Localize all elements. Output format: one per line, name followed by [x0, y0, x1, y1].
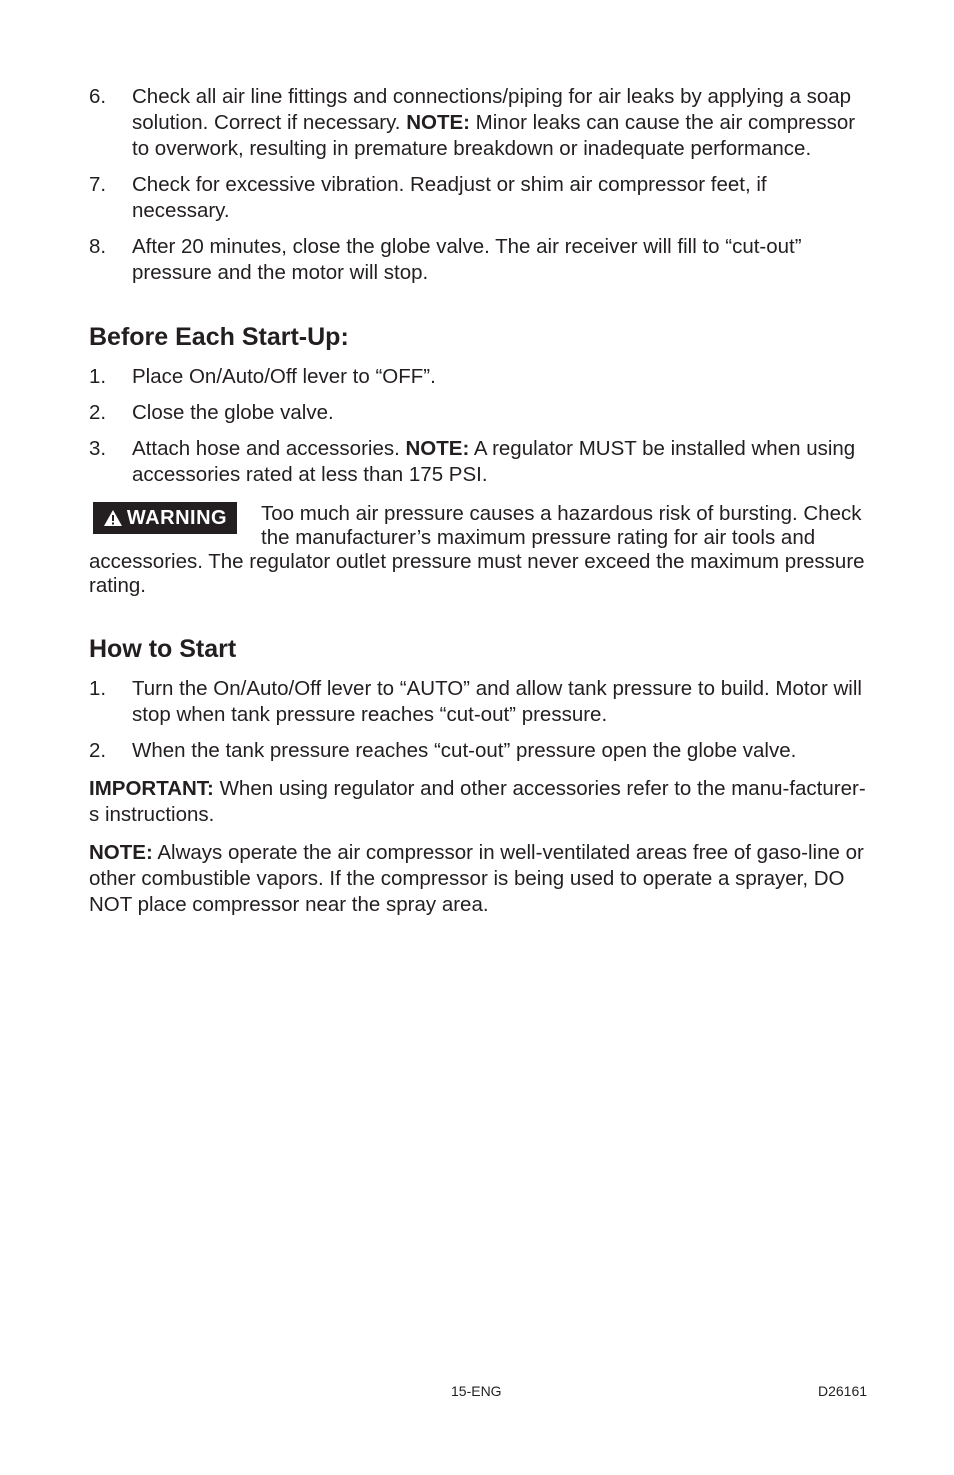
- item-number: 1.: [89, 365, 107, 388]
- item-text: Place On/Auto/Off lever to “OFF”.: [132, 365, 436, 388]
- list-item: [89, 172, 869, 224]
- warning-label: WARNING: [126, 507, 228, 529]
- warning-text: Too much air pressure causes a hazardous risk of bursting. Check the manufacturer’s maximum pressure rating for air tools and accessories. The regulator outlet pressure must never exceed the maximum pressure rating.: [89, 502, 865, 597]
- item-text: When the tank pressure reaches “cut-out” pressure open the globe valve.: [132, 739, 797, 762]
- list-item: [89, 436, 869, 488]
- list-item: [89, 364, 869, 390]
- section-heading-how-to-start: How to Start: [89, 635, 237, 663]
- list-item: [89, 234, 869, 286]
- item-number: 7.: [89, 173, 107, 196]
- list-item: [89, 738, 869, 764]
- page-number: 15-ENG: [451, 1383, 502, 1399]
- item-text: Turn the On/Auto/Off lever to “AUTO” and allow tank pressure to build. Motor will stop when tank pressure reaches “cut-out” pressure.: [132, 677, 862, 726]
- page-content: [89, 84, 869, 918]
- item-number: 2.: [89, 401, 107, 424]
- warning-badge: [93, 502, 237, 534]
- item-text: Attach hose and accessories. NOTE: A regulator MUST be installed when using accessories rated at less than 175 PSI.: [132, 437, 856, 486]
- item-number: 2.: [89, 739, 107, 762]
- item-text: Close the globe valve.: [132, 401, 334, 424]
- item-text: Check for excessive vibration. Readjust or shim air compressor feet, if necessary.: [132, 173, 767, 222]
- list-item: [89, 676, 869, 728]
- item-text: After 20 minutes, close the globe valve. The air receiver will fill to “cut-out” pressure and the motor will stop.: [132, 235, 802, 284]
- item-text: Check all air line fittings and connections/piping for air leaks by applying a soap solution. Correct if necessary. NOTE: Minor leaks can cause the air compressor to overwork, resulting in premature breakdown or inadequate performance.: [132, 85, 856, 160]
- warning-block: [89, 502, 869, 598]
- warning-triangle-icon: [103, 509, 123, 527]
- steps-continued: [89, 84, 869, 286]
- section-heading-before-startup: Before Each Start-Up:: [89, 323, 349, 351]
- item-number: 8.: [89, 235, 107, 258]
- document-id: D26161: [818, 1383, 868, 1399]
- item-number: 1.: [89, 677, 107, 700]
- list-item: [89, 400, 869, 426]
- important-paragraph: IMPORTANT: When using regulator and other accessories refer to the manu-facturer-s instructions.: [89, 777, 866, 826]
- item-number: 3.: [89, 437, 107, 460]
- item-number: 6.: [89, 85, 107, 108]
- how-to-start-list: [89, 676, 869, 764]
- note-paragraph: NOTE: Always operate the air compressor in well-ventilated areas free of gaso-line or other combustible vapors. If the compressor is being used to operate a sprayer, DO NOT place compressor near the spray area.: [89, 841, 864, 916]
- before-startup-list: [89, 364, 869, 488]
- list-item: [89, 84, 869, 162]
